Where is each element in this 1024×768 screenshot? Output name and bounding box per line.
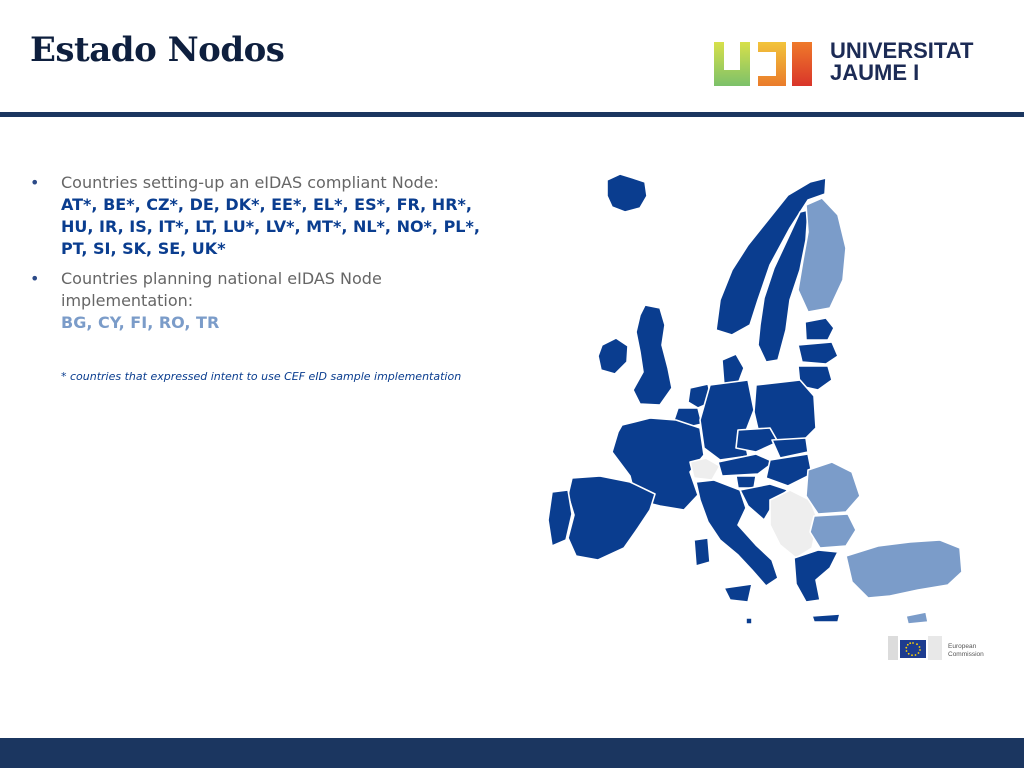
country-codes-line: PT, SI, SK, SE, UK* (61, 239, 226, 258)
bullet-intro: implementation: (61, 291, 194, 310)
bullet-item-planning (30, 268, 570, 334)
bullet-item-setting-up (30, 172, 570, 260)
country-cyprus (906, 612, 928, 624)
country-hungary (766, 454, 812, 486)
country-greece-crete (812, 614, 840, 622)
country-codes-line: HU, IR, IS, IT*, LT, LU*, LV*, MT*, NL*, NO*, PL*, (61, 217, 480, 236)
bullet-intro: Countries setting-up an eIDAS compliant Node: (61, 173, 439, 192)
header-rule (0, 112, 1024, 117)
country-turkey (846, 540, 962, 598)
country-united-kingdom (633, 305, 672, 405)
country-italy-sardinia (694, 538, 710, 566)
country-codes-line: AT*, BE*, CZ*, DE, DK*, EE*, EL*, ES*, FR, HR*, (61, 195, 472, 214)
footnote: * countries that expressed intent to use CEF eID sample implementation (61, 370, 462, 383)
bullet-list (30, 172, 570, 342)
footer-bar (0, 738, 1024, 768)
country-italy-sicily (724, 584, 752, 602)
country-iceland (607, 174, 647, 212)
country-greece (794, 550, 838, 602)
university-logo (714, 40, 994, 90)
bullet-marker: • (30, 173, 40, 192)
european-commission-label: European Commission (948, 643, 984, 658)
country-codes-line: BG, CY, FI, RO, TR (61, 313, 220, 332)
country-malta (746, 618, 752, 624)
country-estonia (805, 318, 834, 340)
bullet-marker: • (30, 269, 40, 288)
country-spain (568, 476, 655, 560)
country-ireland (598, 338, 628, 374)
country-latvia (798, 342, 838, 364)
eu-flag-icon (888, 632, 944, 664)
bullet-intro: Countries planning national eIDAS Node (61, 269, 382, 288)
uji-logo-mark-icon (714, 40, 814, 90)
country-slovenia (736, 476, 756, 488)
country-switzerland (690, 458, 720, 480)
european-commission-logo (888, 632, 998, 664)
country-bulgaria (810, 514, 856, 548)
page-title: Estado Nodos (30, 30, 285, 70)
country-romania (806, 462, 860, 514)
europe-map (540, 160, 980, 630)
university-name: UNIVERSITAT JAUME I (830, 38, 974, 85)
